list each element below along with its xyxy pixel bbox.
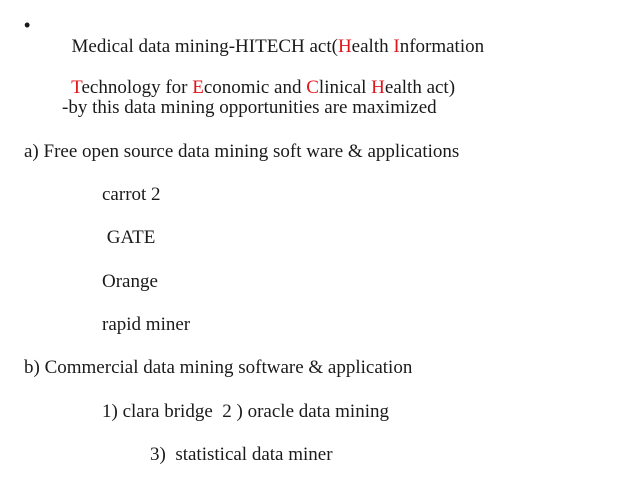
- highlight-letter: H: [337, 36, 352, 57]
- highlight-letter: E: [192, 77, 204, 98]
- commercial-line-1: 1) clara bridge 2 ) oracle data mining: [102, 401, 389, 422]
- highlight-letter: T: [71, 77, 82, 98]
- bullet-icon: •: [24, 15, 31, 35]
- list-item: Orange: [102, 271, 158, 292]
- list-item: carrot 2: [102, 184, 161, 205]
- section-b-heading: b) Commercial data mining software & application: [24, 357, 413, 378]
- text-segment: nformation: [399, 36, 485, 57]
- list-item: GATE: [102, 227, 156, 248]
- highlight-letter: C: [306, 77, 319, 98]
- highlight-letter: I: [393, 36, 400, 57]
- title-line-1: [62, 14, 485, 57]
- text-segment: linical: [318, 77, 372, 98]
- text-segment: ealth act): [384, 77, 456, 98]
- text-segment: ealth: [351, 36, 394, 57]
- title-line-2: [62, 55, 456, 98]
- opportunities-line: -by this data mining opportunities are maximized: [62, 97, 437, 118]
- text-segment: echnology for: [81, 77, 193, 98]
- text-segment: Medical data mining-HITECH act(: [71, 36, 338, 57]
- highlight-letter: H: [371, 77, 385, 98]
- list-item: rapid miner: [102, 314, 191, 335]
- commercial-line-2: 3) statistical data miner: [150, 444, 333, 465]
- section-a-heading: a) Free open source data mining soft ware & applications: [24, 141, 460, 162]
- text-segment: conomic and: [203, 77, 307, 98]
